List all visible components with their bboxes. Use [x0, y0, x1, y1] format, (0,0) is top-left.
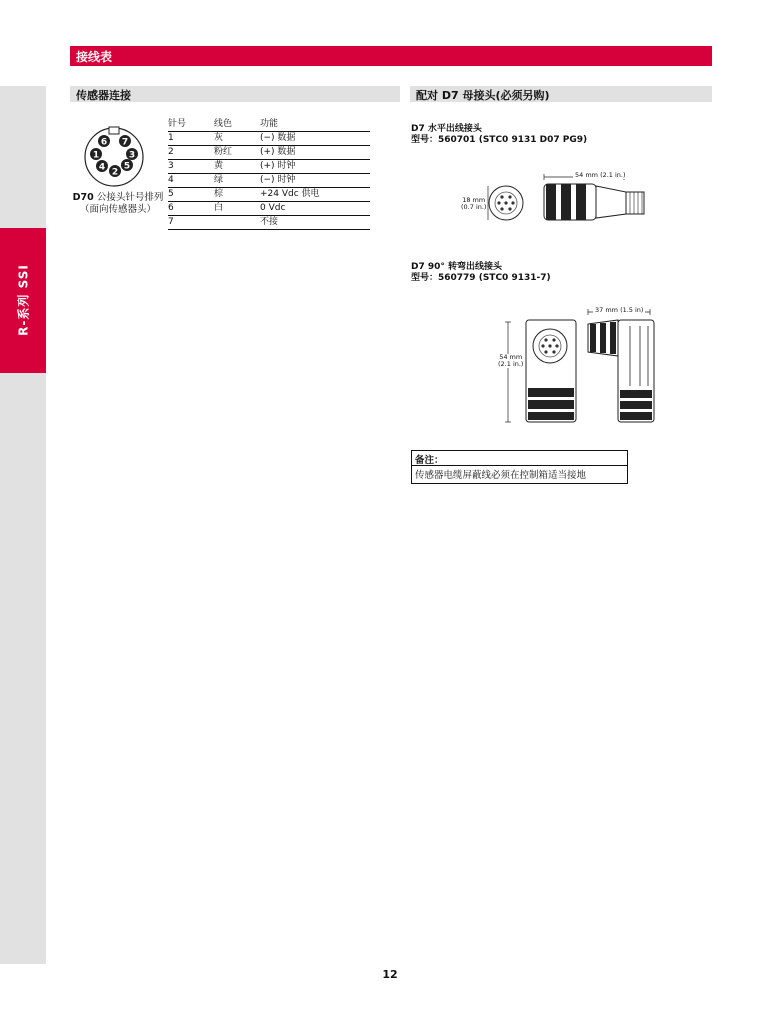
straight-diameter-dimension — [461, 197, 486, 211]
pin-layout-diagram — [82, 124, 146, 188]
wiring-table — [168, 118, 370, 230]
cell-function: (+) 时钟 — [260, 160, 370, 174]
connector-straight-model: 型号：560701 (STC0 9131 D07 PG9) — [411, 135, 588, 145]
pin-caption-model: D70 — [72, 192, 94, 203]
sensor-connection-header — [70, 86, 400, 102]
col-header-pin: 针号 — [168, 118, 214, 132]
note-text: 传感器电缆屏蔽线必须在控制箱适当接地 — [415, 470, 587, 481]
table-row — [168, 160, 370, 174]
svg-text:5: 5 — [123, 161, 131, 172]
cell-color: 黄 — [214, 160, 260, 174]
col-header-function: 功能 — [260, 118, 370, 132]
cell-pin: 7 — [168, 216, 214, 230]
sensor-connection-title: 传感器连接 — [76, 89, 131, 102]
table-row — [168, 188, 370, 202]
cell-color: 绿 — [214, 174, 260, 188]
table-row — [168, 146, 370, 160]
pin-caption-line1: 公接头针号排列 — [96, 192, 164, 203]
col-header-color: 线色 — [214, 118, 260, 132]
cell-pin: 3 — [168, 160, 214, 174]
section-header — [70, 46, 712, 66]
connector-angled-title: D7 90° 转弯出线接头 — [411, 262, 503, 272]
connector-straight-heading — [411, 124, 587, 146]
side-tab-strip — [0, 86, 46, 964]
section-title: 接线表 — [76, 50, 113, 64]
cell-color: 白 — [214, 202, 260, 216]
cell-color — [214, 216, 260, 230]
side-tab-label: R-系列 SSI — [16, 264, 31, 336]
page-number: 12 — [382, 968, 398, 981]
connector-angled-heading — [411, 262, 551, 284]
cell-function: +24 Vdc 供电 — [260, 188, 370, 202]
note-header — [412, 451, 627, 466]
connector-straight-title: D7 水平出线接头 — [411, 124, 482, 134]
svg-text:7: 7 — [121, 137, 129, 148]
table-row — [168, 202, 370, 216]
cell-function: (+) 数据 — [260, 146, 370, 160]
note-title: 备注： — [415, 455, 444, 466]
angled-height-mm: 54 mm — [499, 353, 523, 361]
mating-connector-header — [410, 86, 712, 102]
straight-diameter-mm: 18 mm — [462, 196, 486, 204]
cell-function: 0 Vdc — [260, 202, 370, 216]
cell-function: (−) 时钟 — [260, 174, 370, 188]
svg-text:4: 4 — [98, 162, 106, 173]
table-header-row — [168, 118, 370, 132]
svg-text:1: 1 — [92, 150, 100, 161]
straight-diameter-in: (0.7 in.) — [461, 203, 487, 211]
cell-color: 灰 — [214, 132, 260, 146]
cell-function: 不接 — [260, 216, 370, 230]
straight-length-dimension: 54 mm (2.1 in.) — [575, 171, 626, 179]
table-row — [168, 216, 370, 230]
angled-height-dimension — [498, 354, 523, 368]
cell-pin: 1 — [168, 132, 214, 146]
cell-color: 棕 — [214, 188, 260, 202]
svg-text:3: 3 — [128, 150, 136, 161]
cell-pin: 6 — [168, 202, 214, 216]
angled-width-dimension: 37 mm (1.5 in) — [595, 306, 644, 314]
svg-text:6: 6 — [100, 137, 108, 148]
table-row — [168, 132, 370, 146]
cell-pin: 2 — [168, 146, 214, 160]
angled-height-in: (2.1 in.) — [498, 360, 524, 368]
connector-angled-model: 型号：560779 (STC0 9131-7) — [411, 273, 551, 283]
cell-pin: 5 — [168, 188, 214, 202]
svg-text:2: 2 — [111, 167, 119, 178]
angled-connector-drawing — [500, 306, 665, 426]
note-box — [411, 450, 628, 484]
mating-connector-title: 配对 D7 母接头(必须另购) — [416, 89, 550, 102]
cell-pin: 4 — [168, 174, 214, 188]
cell-function: (−) 数据 — [260, 132, 370, 146]
pin-caption-line2: （面向传感器头） — [79, 204, 156, 215]
table-row — [168, 174, 370, 188]
pin-diagram-caption — [70, 192, 166, 216]
cell-color: 粉红 — [214, 146, 260, 160]
